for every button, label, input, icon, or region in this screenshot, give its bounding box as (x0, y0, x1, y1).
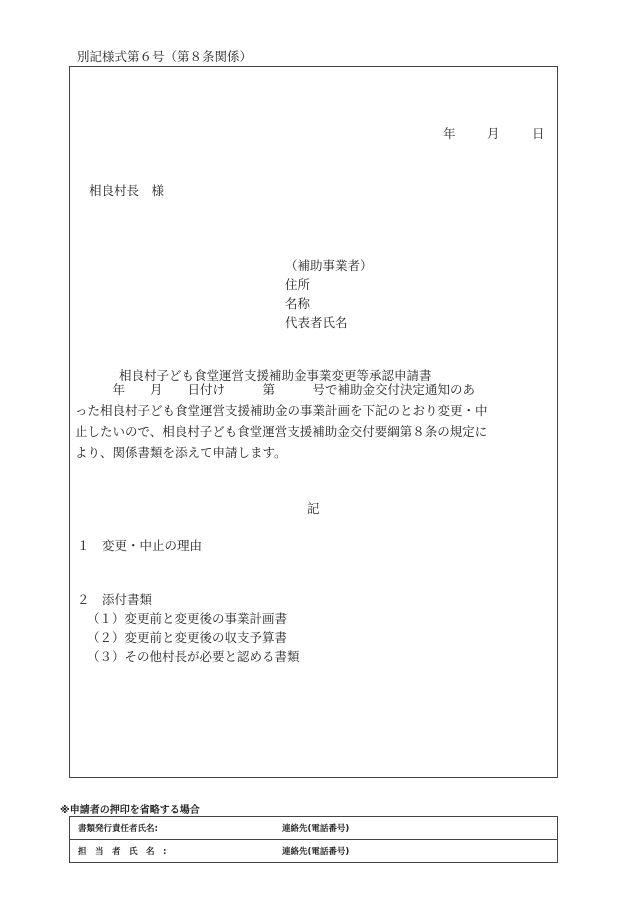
section-attachments (77, 590, 300, 666)
attachment-item: （１）変更前と変更後の事業計画書 (87, 611, 288, 626)
section-change-reason: １ 変更・中止の理由 (77, 538, 203, 553)
date-day: 日 (532, 126, 545, 141)
form-number-label: 別記様式第６号（第８条関係） (77, 49, 253, 64)
applicant-label: （補助事業者） (285, 258, 373, 273)
body-line: 止したいので、相良村子ども食堂運営支援補助金交付要綱第８条の規定に (75, 424, 488, 439)
contact-phone-label: 連絡先(電話番号) (282, 847, 350, 857)
body-line: より、関係書類を添えて申請します。 (75, 445, 287, 460)
applicant-address-label: 住所 (285, 277, 311, 292)
application-body (75, 379, 560, 463)
addressee: 相良村長 様 (89, 183, 165, 198)
date-year: 年 (443, 126, 456, 141)
applicant-block (285, 256, 373, 332)
body-line: 年 月 日付け 第 号で補助金交付決定通知のあ (75, 382, 476, 397)
applicant-representative-label: 代表者氏名 (285, 315, 348, 330)
person-in-charge-label: 担 当 者 氏 名 : (78, 847, 167, 857)
document-title: 相良村子ども食堂運営支援補助金事業変更等承認申請書 (119, 368, 432, 383)
issuer-name-label: 書類発行責任者氏名: (78, 824, 158, 834)
date-month: 月 (487, 126, 500, 141)
attachment-item: （２）変更前と変更後の収支予算書 (87, 630, 288, 645)
body-line: った相良村子ども食堂運営支援補助金の事業計画を下記のとおり変更・中 (75, 403, 488, 418)
contact-row (70, 840, 558, 863)
contact-table (69, 816, 558, 863)
ki-heading: 記 (307, 501, 320, 516)
contact-cell (70, 840, 558, 863)
contact-cell (70, 817, 558, 840)
seal-omission-note: ※申請者の押印を省略する場合 (60, 805, 200, 816)
attachment-item: （３）その他村長が必要と認める書類 (87, 649, 300, 664)
applicant-name-label: 名称 (285, 296, 311, 311)
contact-row (70, 817, 558, 840)
contact-phone-label: 連絡先(電話番号) (282, 824, 350, 834)
attachments-heading: ２ 添付書類 (77, 592, 153, 607)
